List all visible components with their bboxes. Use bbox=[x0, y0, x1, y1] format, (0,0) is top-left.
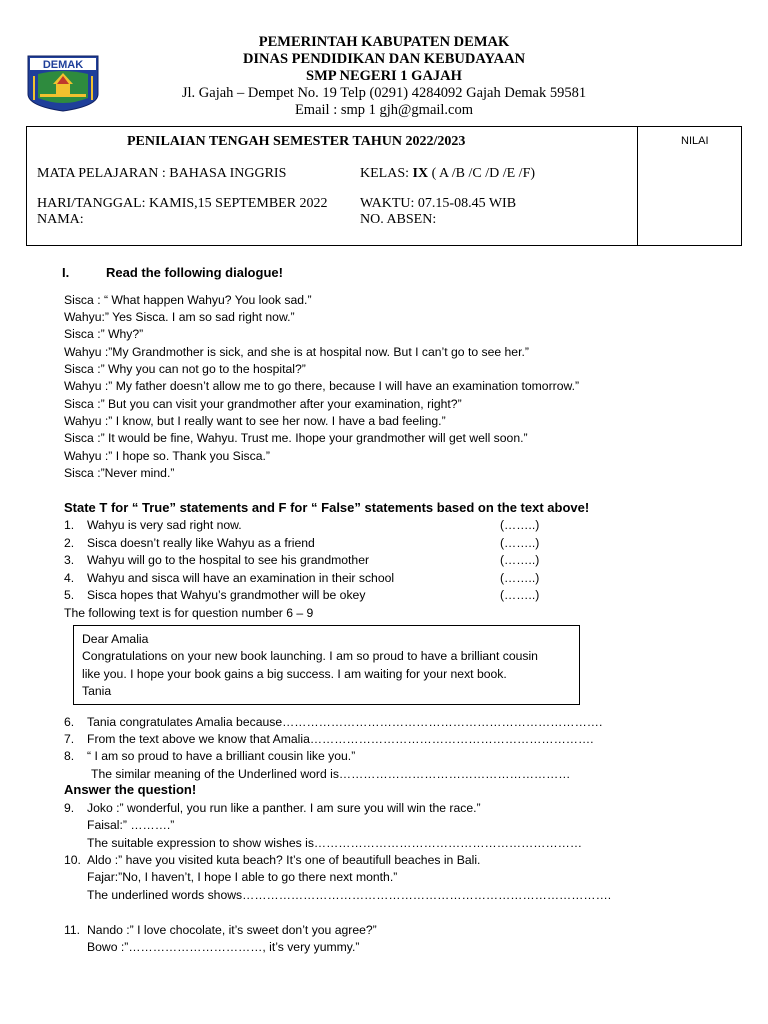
time-label: WAKTU: 07.15-08.45 WIB bbox=[360, 196, 517, 211]
tf-statement: Sisca hopes that Wahyu’s grandmother will be okey bbox=[87, 588, 366, 602]
question-text: From the text above we know that Amalia……………………………………………………………. bbox=[87, 732, 594, 746]
letter-line: Tania bbox=[82, 684, 112, 698]
question-number: 6. bbox=[64, 715, 75, 729]
tf-answer-blank[interactable]: (……..) bbox=[500, 536, 540, 550]
logo-text: DEMAK bbox=[42, 59, 84, 71]
question-text: Tania congratulates Amalia because……………………………………………………………………. bbox=[87, 715, 603, 729]
tf-statement: Wahyu and sisca will have an examination in their school bbox=[87, 571, 395, 585]
dialogue-line: Wahyu:” Yes Sisca. I am so sad right now.” bbox=[64, 310, 295, 324]
question-line: The underlined words shows………………………………………………………………………………. bbox=[87, 888, 612, 902]
question-number: 11. bbox=[64, 923, 81, 937]
class-grade: IX bbox=[412, 166, 429, 181]
letter-line: like you. I hope your book gains a big success. I am waiting for your next book. bbox=[82, 667, 507, 681]
nilai-label: NILAI bbox=[681, 135, 709, 147]
header-address: Jl. Gajah – Dempet No. 19 Telp (0291) 4284092 Gajah Demak 59581 bbox=[181, 85, 587, 101]
question-text: Aldo :” have you visited kuta beach? It’s one of beautifull beaches in Bali. bbox=[87, 853, 481, 867]
tf-number: 3. bbox=[64, 553, 75, 567]
letter-line: Dear Amalia bbox=[82, 632, 149, 646]
question-subtext: The similar meaning of the Underlined word is………………………………………………… bbox=[91, 767, 571, 781]
dialogue-line: Sisca : “ What happen Wahyu? You look sad.” bbox=[64, 293, 312, 307]
section-number: I. bbox=[62, 265, 70, 280]
subject-label: MATA PELAJARAN : BAHASA INGGRIS bbox=[37, 166, 287, 181]
question-line: Fajar:”No, I haven’t, I hope I able to go there next month.” bbox=[87, 870, 398, 884]
nilai-divider bbox=[637, 127, 638, 245]
question-number: 9. bbox=[64, 801, 75, 815]
dialogue-line: Sisca :” Why?” bbox=[64, 327, 144, 341]
answer-section-title: Answer the question! bbox=[64, 782, 197, 797]
tf-statement: Wahyu is very sad right now. bbox=[87, 518, 242, 532]
class-label bbox=[360, 166, 535, 182]
tf-statement: Sisca doesn’t really like Wahyu as a friend bbox=[87, 536, 315, 550]
header-school-name: SMP NEGERI 1 GAJAH bbox=[306, 68, 462, 84]
question-text: Joko :” wonderful, you run like a panther. I am sure you will win the race.” bbox=[87, 801, 481, 815]
question-line: Bowo :”……………………………, it’s very yummy.” bbox=[87, 940, 360, 954]
question-number: 8. bbox=[64, 749, 75, 763]
dialogue-line: Sisca :” Why you can not go to the hospital?” bbox=[64, 362, 306, 376]
tf-statement: Wahyu will go to the hospital to see his grandmother bbox=[87, 553, 370, 567]
dialogue-line: Sisca :” But you can visit your grandmother after your examination, right?” bbox=[64, 397, 462, 411]
name-label: NAMA: bbox=[37, 212, 84, 227]
class-options: ( A /B /C /D /E /F) bbox=[428, 166, 536, 181]
section-title: Read the following dialogue! bbox=[106, 265, 283, 280]
tf-answer-blank[interactable]: (……..) bbox=[500, 518, 540, 532]
dialogue-line: Sisca :” It would be fine, Wahyu. Trust me. Ihope your grandmother will get well soon.” bbox=[64, 431, 528, 445]
greeting-card-text-box bbox=[73, 625, 580, 705]
dialogue-line: Wahyu :” I hope so. Thank you Sisca.” bbox=[64, 449, 270, 463]
dialogue-line: Wahyu :” My father doesn’t allow me to go there, because I will have an examination tomorrow.” bbox=[64, 379, 580, 393]
tf-number: 5. bbox=[64, 588, 75, 602]
header-government: PEMERINTAH KABUPATEN DEMAK bbox=[258, 34, 510, 50]
header-email: Email : smp 1 gjh@gmail.com bbox=[294, 102, 474, 118]
exam-info-box bbox=[26, 126, 742, 246]
question-text: Nando :” I love chocolate, it’s sweet don’t you agree?” bbox=[87, 923, 377, 937]
dialogue-line: Sisca :”Never mind.” bbox=[64, 466, 175, 480]
question-number: 10. bbox=[64, 853, 81, 867]
day-date-label: HARI/TANGGAL: KAMIS,15 SEPTEMBER 2022 bbox=[37, 196, 328, 211]
dialogue-line: Wahyu :”My Grandmother is sick, and she is at hospital now. But I can’t go to see her.” bbox=[64, 345, 529, 359]
tf-number: 4. bbox=[64, 571, 75, 585]
tf-number: 1. bbox=[64, 518, 75, 532]
tf-answer-blank[interactable]: (……..) bbox=[500, 588, 540, 602]
question-line: Faisal:” ……….” bbox=[87, 818, 175, 832]
absence-number-label: NO. ABSEN: bbox=[360, 212, 437, 227]
exam-title: PENILAIAN TENGAH SEMESTER TAHUN 2022/2023 bbox=[127, 134, 466, 149]
question-text: “ I am so proud to have a brilliant cousin like you.” bbox=[87, 749, 356, 763]
tf-answer-blank[interactable]: (……..) bbox=[500, 571, 540, 585]
text-intro: The following text is for question number 6 – 9 bbox=[64, 606, 314, 620]
class-prefix: KELAS: bbox=[360, 166, 413, 181]
header-department: DINAS PENDIDIKAN DAN KEBUDAYAAN bbox=[242, 51, 526, 67]
tf-number: 2. bbox=[64, 536, 75, 550]
question-number: 7. bbox=[64, 732, 75, 746]
true-false-instruction: State T for “ True” statements and F for “ False” statements based on the text above! bbox=[64, 500, 590, 515]
question-line: The suitable expression to show wishes is………………………………………………………… bbox=[87, 836, 583, 850]
tf-answer-blank[interactable]: (……..) bbox=[500, 553, 540, 567]
letter-line: Congratulations on your new book launching. I am so proud to have a brilliant cousin bbox=[82, 649, 538, 663]
dialogue-line: Wahyu :” I know, but I really want to see her now. I have a bad feeling.” bbox=[64, 414, 446, 428]
